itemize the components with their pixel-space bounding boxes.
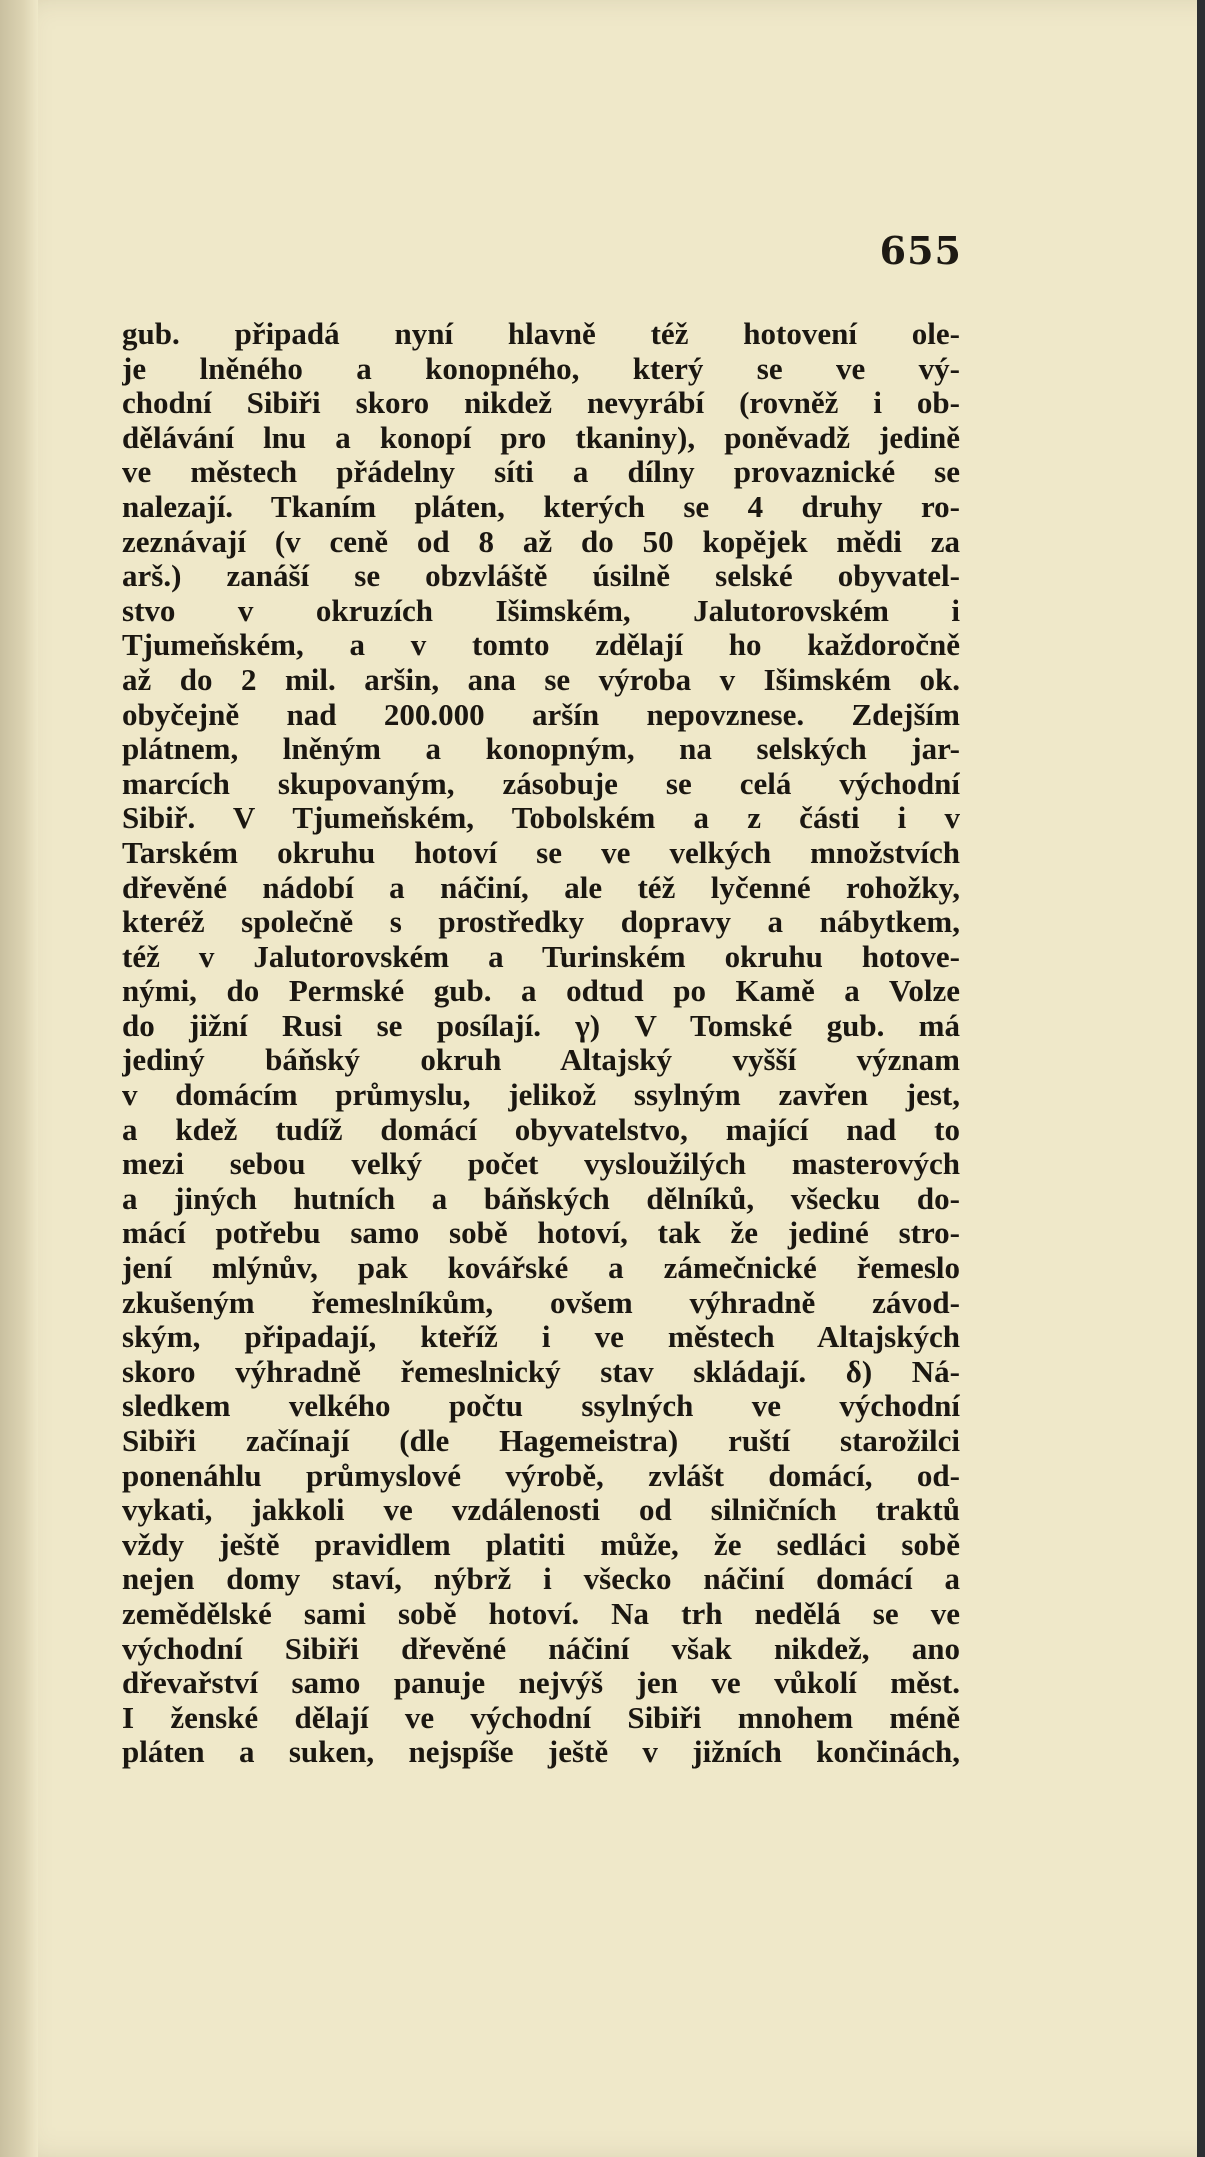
text-line: skoro výhradně řemeslnický stav skládají. δ) Ná-: [122, 1354, 960, 1389]
text-line: mácí potřebu samo sobě hotoví, tak že jediné stro-: [122, 1216, 960, 1251]
text-line: východní Sibiři dřevěné náčiní však nikdež, ano: [122, 1631, 960, 1666]
text-line: jediný báňský okruh Altajský vyšší význam: [122, 1043, 960, 1078]
text-line: Sibiř. V Tjumeňském, Tobolském a z části i v: [122, 801, 960, 836]
text-line: vždy ještě pravidlem platiti může, že sedláci sobě: [122, 1527, 960, 1562]
text-line: mezi sebou velký počet vysloužilých masterových: [122, 1147, 960, 1182]
text-line: vykati, jakkoli ve vzdálenosti od silničních traktů: [122, 1493, 960, 1528]
page-gutter: [0, 0, 38, 2157]
text-line: I ženské dělají ve východní Sibiři mnohem méně: [122, 1700, 960, 1735]
text-line: jení mlýnův, pak kovářské a zámečnické řemeslo: [122, 1251, 960, 1286]
text-line: dělávání lnu a konopí pro tkaniny), poněvadž jedině: [122, 420, 960, 455]
text-line: pláten a suken, nejspíše ještě v jižních končinách,: [122, 1735, 960, 1770]
page-number: 655: [879, 228, 962, 273]
text-line: dřevěné nádobí a náčiní, ale též lyčenné rohožky,: [122, 870, 960, 905]
text-line: nejen domy staví, nýbrž i všecko náčiní domácí a: [122, 1562, 960, 1597]
text-line: až do 2 mil. aršin, ana se výroba v Išimském ok.: [122, 662, 960, 697]
text-line: obyčejně nad 200.000 aršín nepovznese. Zdejším: [122, 697, 960, 732]
text-line: je lněného a konopného, který se ve vý-: [122, 351, 960, 386]
text-line: zemědělské sami sobě hotoví. Na trh nedělá se ve: [122, 1596, 960, 1631]
text-line: ponenáhlu průmyslové výrobě, zvlášt domácí, od-: [122, 1458, 960, 1493]
text-line: sledkem velkého počtu ssylných ve východní: [122, 1389, 960, 1424]
text-line: chodní Sibiři skoro nikdež nevyrábí (rovněž i ob-: [122, 386, 960, 421]
text-line: zeznávají (v ceně od 8 až do 50 kopějek mědi za: [122, 524, 960, 559]
text-line: nalezají. Tkaním pláten, kterých se 4 druhy ro-: [122, 489, 960, 524]
text-line: do jižní Rusi se posílají. γ) V Tomské gub. má: [122, 1008, 960, 1043]
text-line: zkušeným řemeslníkům, ovšem výhradně závod-: [122, 1285, 960, 1320]
text-line: a jiných hutních a báňských dělníků, všecku do-: [122, 1181, 960, 1216]
text-line: v domácím průmyslu, jelikož ssylným zavřen jest,: [122, 1078, 960, 1113]
text-line: Tjumeňském, a v tomto zdělají ho každoročně: [122, 628, 960, 663]
text-line: nými, do Permské gub. a odtud po Kamě a Volze: [122, 974, 960, 1009]
text-line: plátnem, lněným a konopným, na selských jar-: [122, 732, 960, 767]
text-line: a kdež tudíž domácí obyvatelstvo, mající nad to: [122, 1112, 960, 1147]
text-line: Sibiři začínají (dle Hagemeistra) ruští starožilci: [122, 1424, 960, 1458]
page-edge: [1197, 0, 1205, 2157]
text-line: marcích skupovaným, zásobuje se celá východní: [122, 766, 960, 801]
text-line: dřevařství samo panuje nejvýš jen ve vůkolí měst.: [122, 1666, 960, 1701]
text-line: ským, připadají, kteříž i ve městech Altajských: [122, 1320, 960, 1355]
text-line: arš.) zanáší se obzvláště úsilně selské obyvatel-: [122, 559, 960, 594]
text-line: ve městech přádelny síti a dílny provaznické se: [122, 455, 960, 490]
text-line: též v Jalutorovském a Turinském okruhu hotove-: [122, 939, 960, 974]
text-line: kteréž společně s prostředky dopravy a nábytkem,: [122, 905, 960, 940]
text-line: Tarském okruhu hotoví se ve velkých množstvích: [122, 835, 960, 870]
text-line: gub. připadá nyní hlavně též hotovení ole-: [122, 317, 960, 351]
body-text: [122, 317, 960, 1770]
text-line: stvo v okruzích Išimském, Jalutorovském i: [122, 593, 960, 628]
